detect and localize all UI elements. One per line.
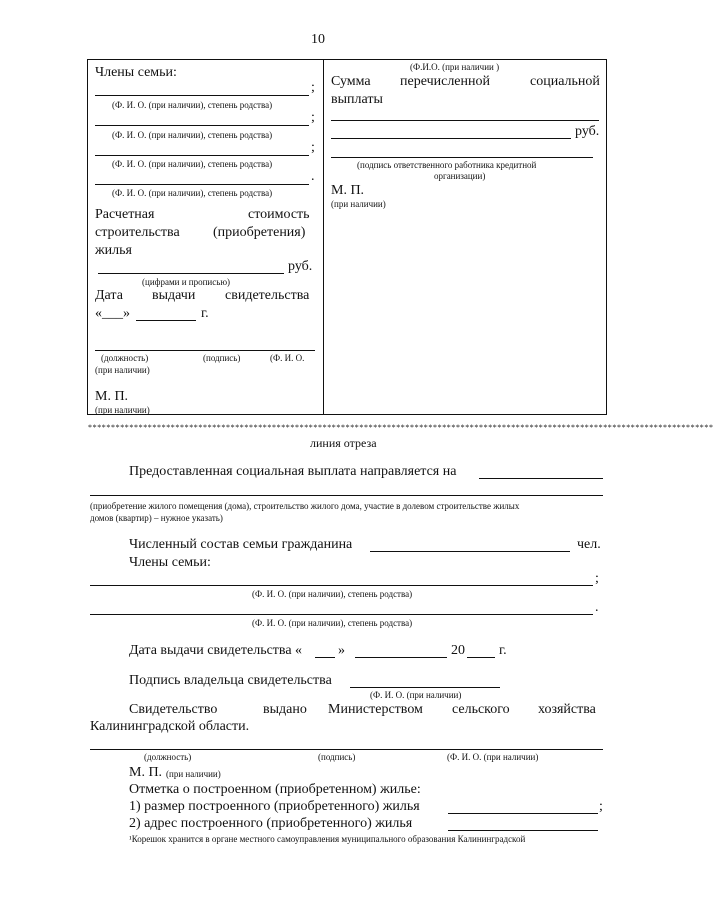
issued-by-text: Свидетельство [129,702,218,717]
housing-mark-label: Отметка о построенном (приобретенном) жилье: [129,782,421,797]
family-size-label: Численный состав семьи гражданина [129,537,353,552]
issue-date-label: Дата [95,288,123,303]
stamp-caption: (при наличии) [95,405,150,415]
directed-to-label: Предоставленная социальная выплата направляется на [129,464,457,479]
period: . [311,169,315,184]
fio-caption: (Ф. И. О. [270,353,305,363]
official-signature-line[interactable] [95,350,315,351]
footnote: ¹Корешок хранится в органе местного самоуправления муниципального образования Калининградской [129,834,526,844]
fio-relation-caption: (Ф. И. О. (при наличии), степень родства) [112,130,273,140]
box-middle-border [323,59,324,415]
signature-caption: (подпись) [203,353,241,363]
semicolon: ; [311,80,315,95]
fio-relation-caption: (Ф. И. О. (при наличии), степень родства) [112,159,273,169]
box-top-border [87,59,607,60]
official-signature-line[interactable] [90,749,603,750]
purpose-caption: (приобретение жилого помещения (дома), строительство жилого дома, участие в долевом строительстве жилых [90,501,520,511]
family-label: Члены семьи: [95,65,177,80]
sum-amount-line[interactable] [331,120,599,121]
cut-line-stars: **************************************************************************************************************************************** [88,423,714,432]
cost-label: Расчетная [95,207,155,222]
issue-date-label: свидетельства [225,288,310,303]
family-member-line[interactable] [95,184,309,185]
position-caption: (должность) [144,752,192,762]
family-member-line[interactable] [95,125,309,126]
cost-label: (приобретения) [213,225,306,240]
stamp-place: М. П. [129,765,163,780]
signature-caption: (подпись) [318,752,356,762]
sum-label: выплаты [331,92,383,107]
rub-label: руб. [575,124,600,139]
purpose-caption: домов (квартир) – нужное указать) [90,513,223,523]
sum-label: социальной [530,74,600,89]
directed-to-line[interactable] [479,478,603,479]
rub-label: руб. [288,259,313,274]
issue-day-field[interactable]: «___» [95,306,130,321]
fio-relation-caption: (Ф. И. О. (при наличии), степень родства) [252,618,413,628]
housing-address-line[interactable] [448,830,598,831]
cost-amount-line[interactable] [98,273,284,274]
semicolon: ; [311,140,315,155]
persons-label: чел. [577,537,601,552]
issued-by-text: Калининградской области. [90,719,250,734]
semicolon: ; [311,110,315,125]
bank-caption: организации) [434,171,486,181]
box-bottom-border [87,414,607,415]
year-suffix: г. [201,306,209,321]
stamp-place: М. П. [95,389,129,404]
semicolon: ; [595,571,599,586]
amount-caption: (цифрами и прописью) [142,277,231,287]
period: . [595,600,599,615]
fio-relation-caption: (Ф. И. О. (при наличии), степень родства) [112,100,273,110]
housing-size-line[interactable] [448,813,598,814]
page-number: 10 [311,32,325,47]
cut-line-label: линия отреза [310,436,377,450]
issued-by-text: Министерством [328,702,423,717]
fio-relation-caption: (Ф. И. О. (при наличии), степень родства) [112,188,273,198]
issue-month-line[interactable] [136,320,196,321]
box-right-border [606,59,607,415]
family-member-line[interactable] [90,585,593,586]
stamp-caption: (при наличии) [331,199,386,209]
issue-month-line[interactable] [355,657,447,658]
issue-year-line[interactable] [467,657,495,658]
family-member-line[interactable] [90,614,593,615]
issue-date-label: Дата выдачи свидетельства « [129,643,303,658]
owner-fio-caption: (Ф. И. О. (при наличии) [370,690,462,700]
bank-caption: (подпись ответственного работника кредитной [357,160,537,170]
family-label: Члены семьи: [129,555,211,570]
sum-label: перечисленной [400,74,490,89]
if-any-caption: (при наличии) [95,365,150,375]
owner-signature-label: Подпись владельца свидетельства [129,673,332,688]
issued-by-text: выдано [263,702,307,717]
issued-by-text: хозяйства [538,702,596,717]
family-member-line[interactable] [95,95,309,96]
box-left-border [87,59,88,415]
fio-top-caption: (Ф.И.О. (при наличии ) [410,62,500,72]
sum-label: Сумма [331,74,371,89]
fio-caption: (Ф. И. О. (при наличии) [447,752,539,762]
purpose-line[interactable] [90,495,603,496]
cost-label: стоимость [248,207,310,222]
issue-date-quote: » [338,643,345,658]
sum-amount-line[interactable] [331,138,571,139]
cost-label: строительства [95,225,180,240]
year-suffix: г. [499,643,507,658]
issue-year-prefix: 20 [451,643,465,658]
stamp-caption: (при наличии) [166,769,221,779]
family-member-line[interactable] [95,155,309,156]
issue-date-label: выдачи [152,288,196,303]
stamp-place: М. П. [331,183,365,198]
issue-day-line[interactable] [315,657,335,658]
owner-signature-line[interactable] [350,687,500,688]
cost-label: жилья [95,243,132,258]
position-caption: (должность) [101,353,149,363]
fio-relation-caption: (Ф. И. О. (при наличии), степень родства) [252,589,413,599]
housing-address-label: 2) адрес построенного (приобретенного) жилья [129,816,413,831]
bank-signature-line[interactable] [331,157,593,158]
family-size-line[interactable] [370,551,570,552]
housing-size-label: 1) размер построенного (приобретенного) жилья [129,799,420,814]
semicolon: ; [599,799,603,814]
issued-by-text: сельского [452,702,510,717]
